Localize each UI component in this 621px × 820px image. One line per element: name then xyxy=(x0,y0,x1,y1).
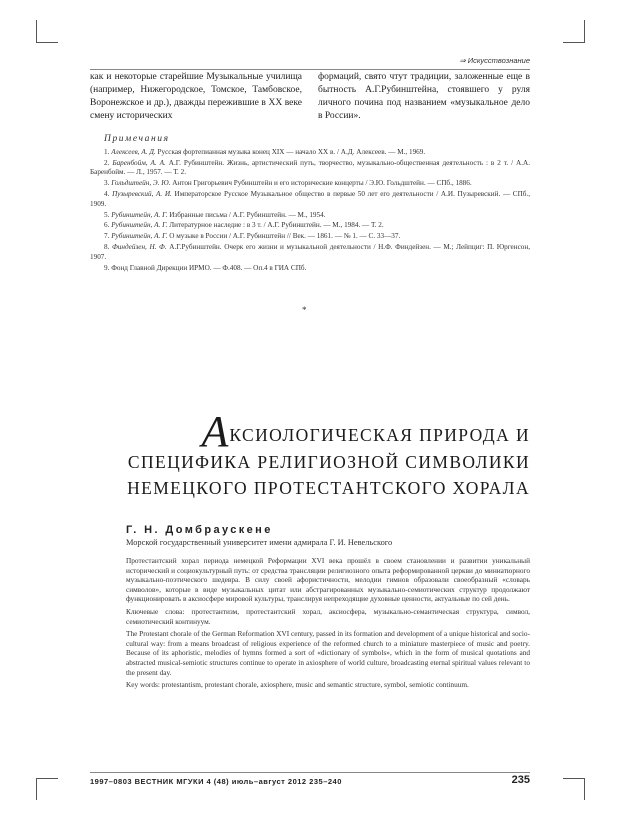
keywords-en: Key words: protestantism, protestant chorale, axiosphere, music and semantic structure, symbol, semiotic continuum. xyxy=(126,680,469,690)
body-right-column: формаций, свято чтут традиции, заложенные еще в бытность А.Г.Рубинштейна, стоявшего у руля личного почина под названием «музыкальное дело в России». xyxy=(318,72,530,121)
title-line-3: НЕМЕЦКОГО ПРОТЕСТАНТСКОГО ХОРАЛА xyxy=(127,478,530,498)
note-item: 9. Фонд Главной Дирекции ИРМО. — Ф.408. — Оп.4 в ГИА СПб. xyxy=(104,263,307,272)
note-item: 7. Рубинштейн, А. Г. О музыке в России / А.Г. Рубинштейн // Век. — 1861. — № 1. — С. 33—37. xyxy=(104,232,401,241)
crop-mark xyxy=(36,20,37,42)
note-item: 8. Финдейзен, Н. Ф. А.Г.Рубинштейн. Очерк его жизни и музыкальной деятельности / Н.Ф. Финдейзен. — М.; Лейпциг: П. Юргенсон, 1907. xyxy=(90,243,531,261)
crop-mark xyxy=(584,20,585,42)
body-left-column: как и некоторые старейшие Музыкальные училища (например, Нижегородское, Томское, Тамбовское, Воронежское и др.), дважды пережившие в XX веке смену исторических xyxy=(90,72,302,121)
section-separator: * xyxy=(302,305,307,315)
note-item: 2. Баренбойм, А. А. А.Г. Рубинштейн. Жизнь, артистический путь, творчество, музыкально-общественная деятельность : в 2 т. / А.А. Баренбойм. — Л., 1957. — Т. 2. xyxy=(90,158,530,177)
article-author: Г. Н. Домбраускене xyxy=(126,524,273,536)
note-item: 5. Рубинштейн, А. Г. Избранные письма / А.Г. Рубинштейн. — М., 1954. xyxy=(104,210,326,219)
header-rule xyxy=(90,69,530,70)
crop-mark xyxy=(36,42,58,43)
article-abstract xyxy=(126,556,530,693)
crop-mark xyxy=(36,778,58,779)
note-item: 4. Пузыревский, А. И. Императорское Русское Музыкальное общество в первые 50 лет его деятельности / А.И. Пузыревский. — СПб., 1909. xyxy=(90,190,531,208)
notes-title: Примечания xyxy=(104,134,170,144)
keywords-ru: Ключевые слова: протестантизм, протестантский хорал, аксиосфера, музыкально-семантическая структура, символ, семиотический континуум. xyxy=(126,606,530,626)
note-item: 1. Алексеев, А. Д. Русская фортепианная музыка конец XIX — начало XX в. / А.Д. Алексеев. — М., 1969. xyxy=(104,148,426,156)
abstract-ru: Протестантский хорал периода немецкой Реформации XVI века прошёл в своем становлении и развитии уникальный исторический и социокультурный путь: от средства трансляции религиозного опыта реформированной церкви до миниатюрного музыкально-поэтического шедевра. В силу своей афористичности, мелодии гимнов образовали своеобразный «словарь символов», которые в виде музыкальных цитат или абстрагированных музыкально-семиотических структур продолжают функционировать в аксиосфере мировой культуры, транслируя непреходящие духовные ценности, актуальные по сей день. xyxy=(126,556,530,604)
notes-list xyxy=(90,148,530,275)
note-item: 6. Рубинштейн, А. Г. Литературное наследие : в 3 т. / А.Г. Рубинштейн. — М., 1984. — Т. 2. xyxy=(104,221,384,230)
title-dropcap: А xyxy=(201,407,229,456)
crop-mark xyxy=(563,42,585,43)
crop-mark xyxy=(584,778,585,800)
body-text xyxy=(90,71,530,123)
crop-mark xyxy=(563,778,585,779)
article-title xyxy=(90,407,530,502)
title-line-2: СПЕЦИФИКА РЕЛИГИОЗНОЙ СИМВОЛИКИ xyxy=(127,451,530,472)
crop-mark xyxy=(36,778,37,800)
author-affiliation: Морской государственный университет имени адмирала Г. И. Невельского xyxy=(126,538,393,547)
note-item: 3. Гольдштейн, Э. Ю. Антон Григорьевич Рубинштейн и его исторические концерты / Э.Ю. Гольдштейн. — СПб., 1886. xyxy=(104,179,472,188)
running-header-section: ⇒ Искусствознание xyxy=(459,56,530,65)
page-number: 235 xyxy=(511,774,530,786)
abstract-en: The Protestant chorale of the German Reformation XVI century, passed in its formation and development of a unique historical and socio-cultural way: from a means broadcast of religious experience of the reformed church to a miniature masterpiece of music and poetry. Because of its aphoristic, melodies of hymns formed a sort of «dictionary of symbols», which in the form of musical quotations and abstracted musical-semiotic structures continue to operate in axiosphere of world culture, broadcasting eternal spiritual values relevant to the present day. xyxy=(126,629,530,677)
title-line-1: АКСИОЛОГИЧЕСКАЯ ПРИРОДА И xyxy=(201,407,530,456)
footer-journal-info: 1997–0803 ВЕСТНИК МГУКИ 4 (48) июль–август 2012 235–240 xyxy=(90,777,342,786)
footer-rule xyxy=(90,772,530,773)
